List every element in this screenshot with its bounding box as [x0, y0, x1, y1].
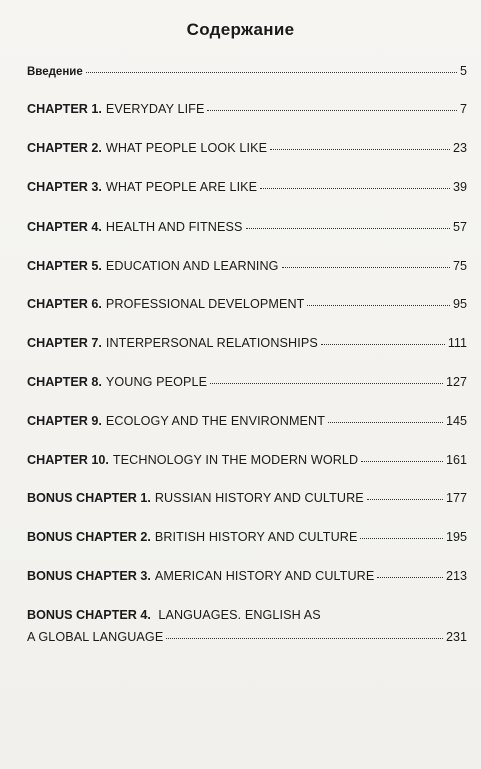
page-title: Содержание: [186, 20, 295, 39]
toc-entry-lead: CHAPTER 10.: [27, 453, 109, 467]
toc-entry-lead: BONUS CHAPTER 1.: [27, 491, 151, 505]
toc-entry-lead: BONUS CHAPTER 3.: [27, 569, 151, 583]
dot-leader: [207, 109, 457, 111]
dot-leader: [260, 187, 450, 189]
toc-page-number: 111: [447, 336, 467, 350]
toc-page-number: 39: [452, 180, 467, 194]
toc-page-number: 5: [459, 64, 467, 78]
toc-entry-bonus-chapter-4: [27, 608, 467, 644]
dot-leader: [270, 148, 450, 150]
toc-entry-title: BRITISH HISTORY AND CULTURE: [154, 530, 358, 544]
toc-entry-title: WHAT PEOPLE LOOK LIKE: [105, 141, 268, 155]
toc-entry-lead: BONUS CHAPTER 4.: [27, 608, 151, 622]
toc-entry-lead: CHAPTER 2.: [27, 141, 102, 155]
toc-entry-title: EVERYDAY LIFE: [105, 102, 205, 116]
toc-page-number: 213: [445, 569, 467, 583]
dot-leader: [210, 382, 443, 384]
toc-entry-title: WHAT PEOPLE ARE LIKE: [105, 180, 258, 194]
dot-leader: [86, 71, 457, 73]
toc-entry-lead: CHAPTER 5.: [27, 259, 102, 273]
dot-leader: [282, 266, 450, 268]
toc-page-number: 161: [445, 453, 467, 467]
toc-entry-title: EDUCATION AND LEARNING: [105, 259, 279, 273]
toc-page-number: 57: [452, 220, 467, 234]
toc-entry-bonus-chapter-3: [27, 569, 467, 583]
toc-page-number: 145: [445, 414, 467, 428]
toc-entry-chapter-10: [27, 453, 467, 467]
toc-entry-title: TECHNOLOGY IN THE MODERN WORLD: [112, 453, 359, 467]
toc-entry-title: AMERICAN HISTORY AND CULTURE: [154, 569, 375, 583]
toc-entry-lead: BONUS CHAPTER 2.: [27, 530, 151, 544]
toc-page-number: 23: [452, 141, 467, 155]
toc-entry-title: ECOLOGY AND THE ENVIRONMENT: [105, 414, 326, 428]
toc-entry-chapter-8: [27, 375, 467, 389]
toc-entry-chapter-6: [27, 297, 467, 311]
toc-page-number: 177: [445, 491, 467, 505]
toc-entry-lead: CHAPTER 3.: [27, 180, 102, 194]
toc-entry-chapter-2: [27, 141, 467, 155]
dot-leader: [246, 227, 450, 229]
dot-leader: [367, 498, 443, 500]
toc-entry-title: INTERPERSONAL RELATIONSHIPS: [105, 336, 318, 350]
toc-entry-chapter-3: [27, 180, 467, 194]
toc-entry-lead: CHAPTER 8.: [27, 375, 102, 389]
toc-entry-title: HEALTH AND FITNESS: [105, 220, 243, 234]
toc-page-number: 75: [452, 259, 467, 273]
toc-entry-title: RUSSIAN HISTORY AND CULTURE: [154, 491, 364, 505]
toc-entry-chapter-1: [27, 102, 467, 116]
toc-entry-lead: CHAPTER 4.: [27, 220, 102, 234]
dot-leader: [307, 304, 450, 306]
toc-page-number: 127: [445, 375, 467, 389]
toc-entry-bonus-chapter-1: [27, 491, 467, 505]
dot-leader: [360, 537, 443, 539]
toc-entry-chapter-7: [27, 336, 467, 350]
toc-entry-lead: CHAPTER 6.: [27, 297, 102, 311]
toc-entry-lead: CHAPTER 1.: [27, 102, 102, 116]
toc-entry-title-continued: A GLOBAL LANGUAGE: [27, 630, 164, 644]
toc-entry-lead: CHAPTER 7.: [27, 336, 102, 350]
toc-entry-chapter-4: [27, 220, 467, 234]
dot-leader: [377, 576, 443, 578]
dot-leader: [361, 460, 443, 462]
toc-entry-chapter-9: [27, 414, 467, 428]
toc-page-number: 195: [445, 530, 467, 544]
toc-entry-lead: Введение: [27, 66, 83, 78]
toc-entry-lead: CHAPTER 9.: [27, 414, 102, 428]
toc-entry-title: LANGUAGES. ENGLISH AS: [158, 608, 321, 622]
toc-page-number: 95: [452, 297, 467, 311]
toc-page-number: 231: [445, 630, 467, 644]
toc-entry-title: YOUNG PEOPLE: [105, 375, 208, 389]
dot-leader: [328, 421, 443, 423]
toc-entry-title: PROFESSIONAL DEVELOPMENT: [105, 297, 305, 311]
dot-leader: [321, 343, 445, 345]
toc-page-number: 7: [459, 102, 467, 116]
dot-leader: [166, 637, 443, 639]
toc-entry-bonus-chapter-2: [27, 530, 467, 544]
toc-entry-introduction: [27, 64, 467, 78]
toc-entry-chapter-5: [27, 259, 467, 273]
